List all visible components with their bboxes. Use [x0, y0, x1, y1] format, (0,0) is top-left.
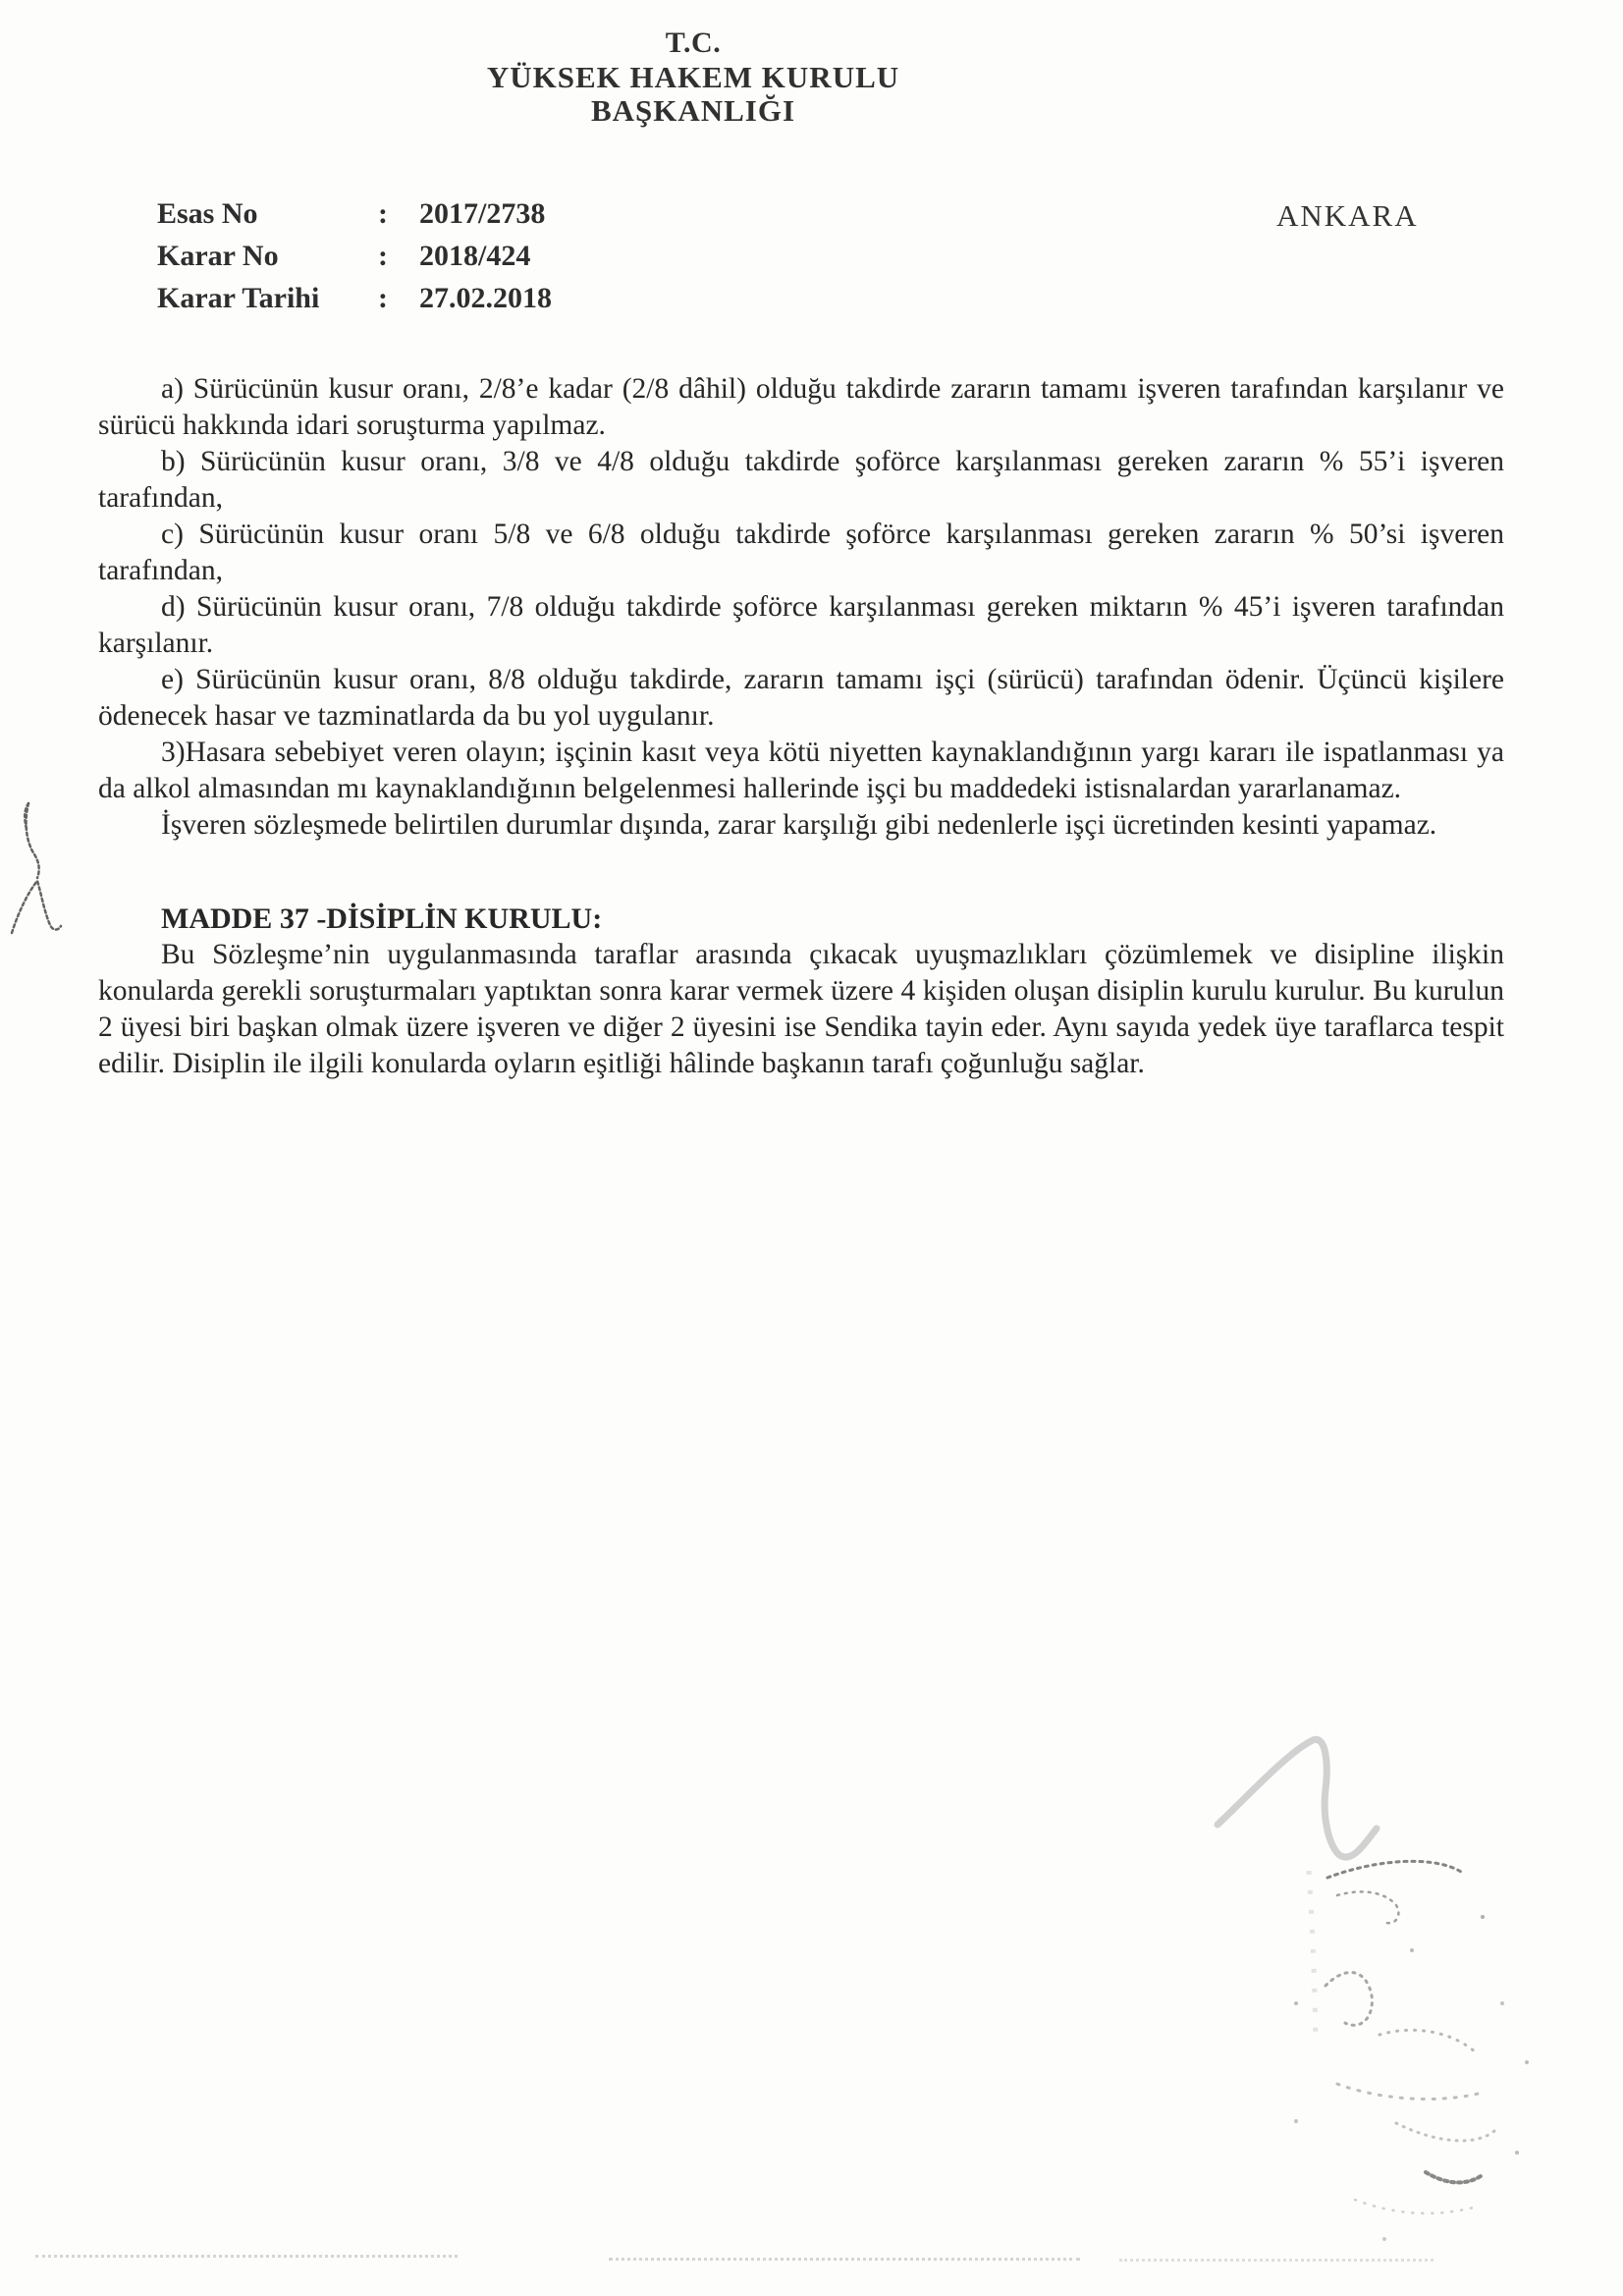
case-label: Esas No [157, 197, 258, 230]
case-label: Karar Tarihi [157, 282, 320, 314]
paragraph-d: d) Sürücünün kusur oranı, 7/8 olduğu takdirde şoförce karşılanması gereken miktarın % 45’i işveren tarafından karşılanır. [98, 591, 1504, 659]
section-heading-madde-37: MADDE 37 -DİSİPLİN KURULU: [161, 902, 603, 935]
document-body [98, 371, 1504, 1082]
case-separator: : [378, 240, 388, 272]
section-paragraph-disiplin-kurulu: Bu Sözleşme’nin uygulanmasında taraflar arasında çıkacak uyuşmazlıkları çözümlemek ve disipline ilişkin konularda gerekli soruşturmaları yaptıktan sonra karar vermek üzere 4 kişiden oluşan disiplin kurulu kurulur. Bu kurulun 2 üyesi biri başkan olmak üzere işveren ve diğer 2 üyesini ise Sendika tayin eder. Aynı sayıda yedek üye taraflarca tespit edilir. Disiplin ile ilgili konularda oyların eşitliği hâlinde başkanın tarafı çoğunluğu sağlar. [98, 939, 1504, 1079]
case-row-karar-tarihi [157, 277, 552, 319]
letterhead [0, 27, 1386, 127]
paragraph-b: b) Sürücünün kusur oranı, 3/8 ve 4/8 olduğu takdirde şoförce karşılanması gereken zararın % 55’i işveren tarafından, [98, 446, 1504, 514]
paragraph-3-hasara: 3)Hasara sebebiyet veren olayın; işçinin kasıt veya kötü niyetten kaynaklandığının yargı kararı ile ispatlanması ya da alkol almasından mı kaynaklandığının belgelenmesi hallerinde işçi bu maddedeki istisnalardan yararlanamaz. [98, 737, 1504, 804]
paragraph-isveren: İşveren sözleşmede belirtilen durumlar dışında, zarar karşılığı gibi nedenlerle işçi ücretinden kesinti yapamaz. [161, 809, 1437, 841]
case-row-karar-no [157, 235, 552, 277]
case-value: 27.02.2018 [419, 282, 552, 314]
letterhead-institution: YÜKSEK HAKEM KURULU [486, 60, 900, 94]
handwritten-squiggle-left-mark [4, 784, 73, 951]
page-edge-noise [35, 2255, 458, 2258]
letterhead-tc: T.C. [665, 27, 722, 59]
paragraph-a: a) Sürücünün kusur oranı, 2/8’e kadar (2/8 dâhil) olduğu takdirde zararın tamamı işveren tarafından karşılanır ve sürücü hakkında idari soruşturma yapılmaz. [98, 373, 1504, 441]
case-row-esas-no [157, 192, 552, 235]
page-edge-noise [1119, 2259, 1434, 2262]
paragraph-c: c) Sürücünün kusur oranı 5/8 ve 6/8 olduğu takdirde şoförce karşılanması gereken zararın % 50’si işveren tarafından, [98, 519, 1504, 586]
case-info-block [157, 192, 552, 319]
paragraph-e: e) Sürücünün kusur oranı, 8/8 olduğu takdirde, zararın tamamı işçi (sürücü) tarafından ödenir. Üçüncü kişilere ödenecek hasar ve tazminatlarda da bu yol uygulanır. [98, 664, 1504, 732]
case-label: Karar No [157, 240, 279, 272]
case-separator: : [378, 282, 388, 314]
letterhead-unit: BAŞKANLIĞI [590, 93, 796, 128]
case-separator: : [378, 197, 388, 230]
case-value: 2017/2738 [419, 197, 546, 230]
page-edge-noise [609, 2258, 1080, 2261]
pencil-scribble-mark [1178, 1709, 1591, 2259]
city-label: ANKARA [1276, 198, 1419, 233]
case-value: 2018/424 [419, 240, 531, 272]
